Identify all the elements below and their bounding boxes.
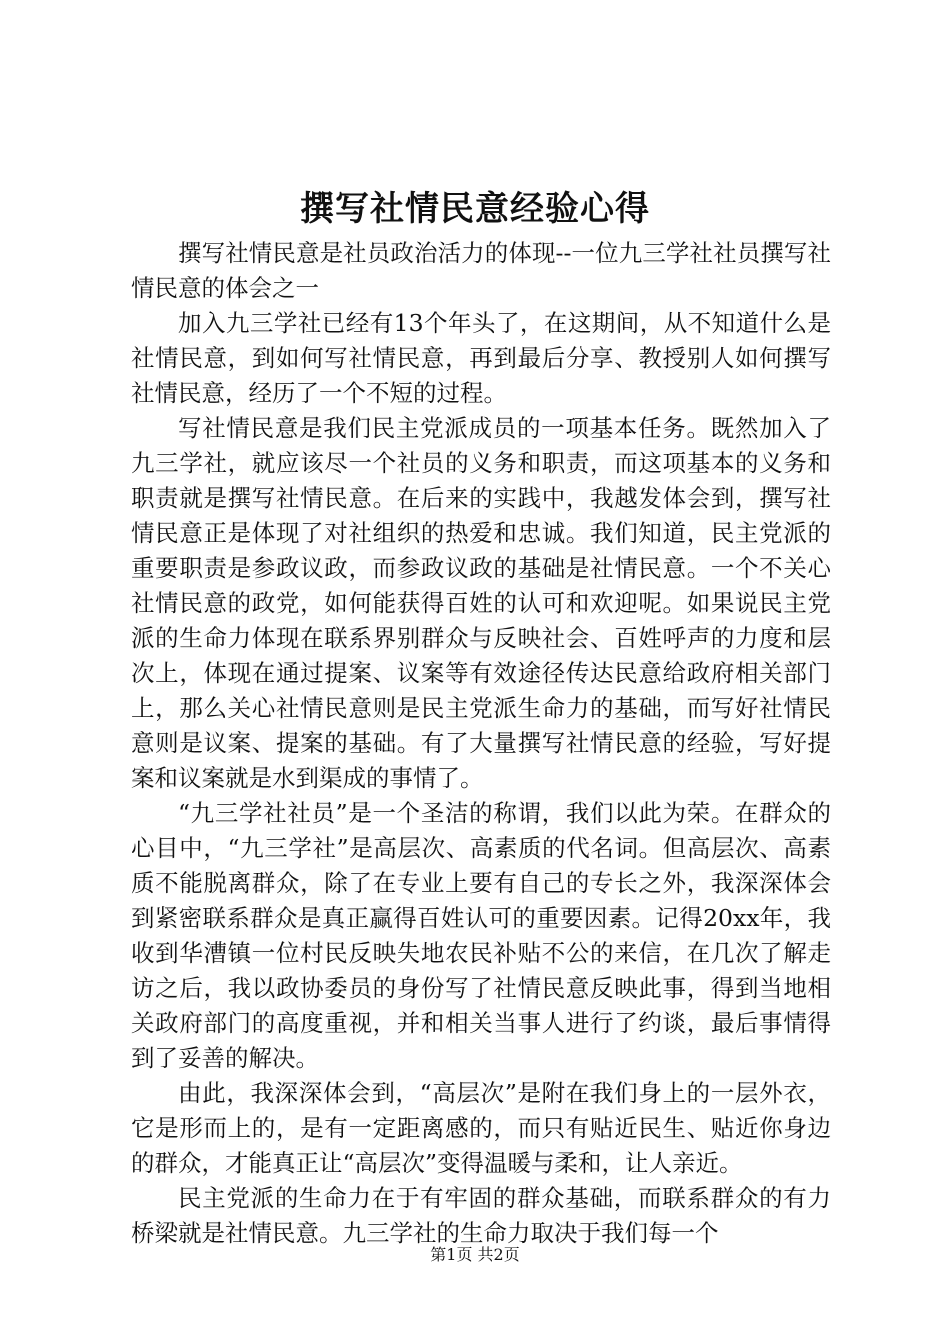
paragraph: 加入九三学社已经有13个年头了，在这期间，从不知道什么是社情民意，到如何写社情民意，再到最后分享、教授别人如何撰写社情民意，经历了一个不短的过程。 — [131, 309, 831, 407]
paragraph: “九三学社社员”是一个圣洁的称谓，我们以此为荣。在群众的心目中，“九三学社”是高层次、高素质的代名词。但高层次、高素质不能脱离群众，除了在专业上要有自己的专长之外，我深深体会到紧密联系群众是真正赢得百姓认可的重要因素。记得20xx年，我收到华漕镇一位村民反映失地农民补贴不公的来信，在几次了解走访之后，我以政协委员的身份写了社情民意反映此事，得到当地相关政府部门的高度重视，并和相关当事人进行了约谈，最后事情得到了妥善的解决。 — [131, 799, 831, 1072]
paragraph: 民主党派的生命力在于有牢固的群众基础，而联系群众的有力桥梁就是社情民意。九三学社的生命力取决于我们每一个 — [131, 1184, 831, 1247]
page-number-footer: 第1页 共2页 — [430, 1245, 520, 1264]
paragraph: 写社情民意是我们民主党派成员的一项基本任务。既然加入了九三学社，就应该尽一个社员的义务和职责，而这项基本的义务和职责就是撰写社情民意。在后来的实践中，我越发体会到，撰写社情民意正是体现了对社组织的热爱和忠诚。我们知道，民主党派的重要职责是参政议政，而参政议政的基础是社情民意。一个不关心社情民意的政党，如何能获得百姓的认可和欢迎呢。如果说民主党派的生命力体现在联系界别群众与反映社会、百姓呼声的力度和层次上，体现在通过提案、议案等有效途径传达民意给政府相关部门上，那么关心社情民意则是民主党派生命力的基础，而写好社情民意则是议案、提案的基础。有了大量撰写社情民意的经验，写好提案和议案就是水到渠成的事情了。 — [131, 414, 831, 792]
paragraph: 由此，我深深体会到，“高层次”是附在我们身上的一层外衣，它是形而上的，是有一定距离感的，而只有贴近民生、贴近你身边的群众，才能真正让“高层次”变得温暖与柔和，让人亲近。 — [131, 1079, 831, 1177]
document-body — [131, 236, 831, 1251]
paragraph: 撰写社情民意是社员政治活力的体现--一位九三学社社员撰写社情民意的体会之一 — [131, 239, 831, 302]
document-title: 撰写社情民意经验心得 — [300, 189, 650, 229]
